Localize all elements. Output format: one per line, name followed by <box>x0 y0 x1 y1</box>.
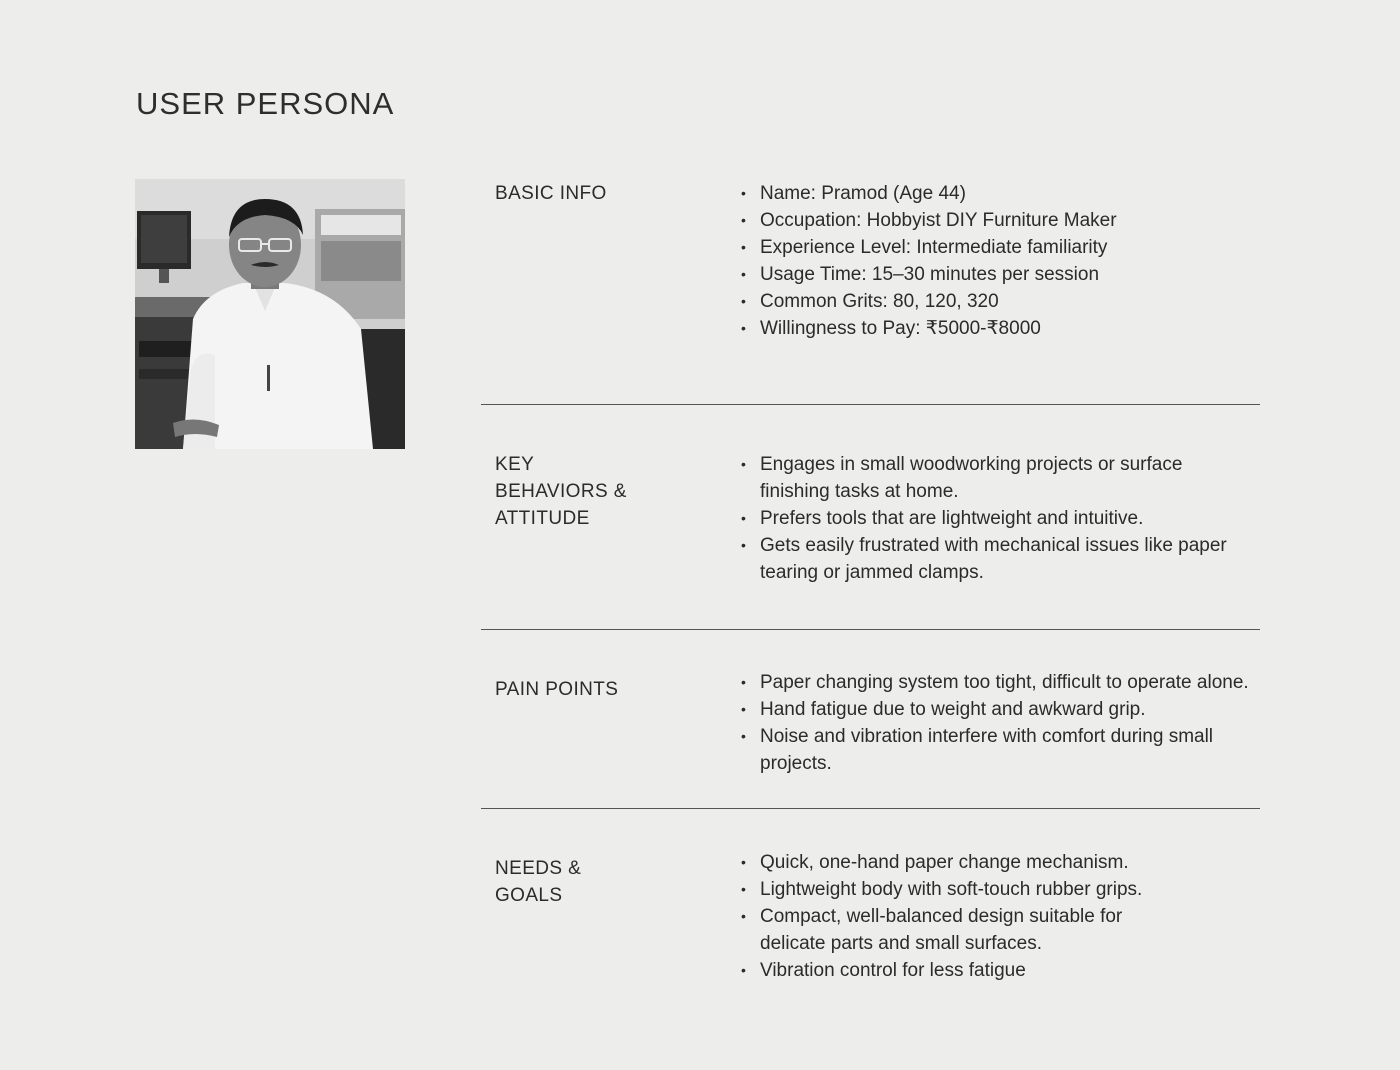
list-item: • Noise and vibration interfere with comfort during small projects. <box>760 723 1270 777</box>
bullet-icon: • <box>741 456 746 472</box>
list-item: • Compact, well-balanced design suitable for delicate parts and small surfaces. <box>760 903 1180 957</box>
section-key-behaviors <box>481 451 1260 601</box>
bullet-icon: • <box>741 908 746 924</box>
list-item: • Lightweight body with soft-touch rubber grips. <box>760 876 1210 903</box>
section-divider <box>481 808 1260 809</box>
list-item: • Experience Level: Intermediate familiarity <box>760 234 1320 261</box>
page-title: USER PERSONA <box>136 86 395 121</box>
bullet-icon: • <box>741 266 746 282</box>
section-list <box>741 180 1320 342</box>
bullet-icon: • <box>741 728 746 744</box>
persona-photo <box>135 179 405 449</box>
section-label: PAIN POINTS <box>495 679 619 700</box>
list-item: • Name: Pramod (Age 44) <box>760 180 1320 207</box>
list-item: • Engages in small woodworking projects or surface finishing tasks at home. <box>760 451 1240 505</box>
section-label: KEY BEHAVIORS & ATTITUDE <box>495 454 627 529</box>
list-item: • Willingness to Pay: ₹5000-₹8000 <box>760 315 1320 342</box>
bullet-icon: • <box>741 293 746 309</box>
section-pain-points <box>481 669 1260 789</box>
list-item: • Common Grits: 80, 120, 320 <box>760 288 1320 315</box>
section-list <box>741 849 1210 984</box>
bullet-icon: • <box>741 185 746 201</box>
list-item: • Quick, one-hand paper change mechanism. <box>760 849 1210 876</box>
list-item: • Gets easily frustrated with mechanical issues like paper tearing or jammed clamps. <box>760 532 1240 586</box>
bullet-icon: • <box>741 510 746 526</box>
section-list <box>741 669 1310 777</box>
bullet-icon: • <box>741 962 746 978</box>
list-item: • Prefers tools that are lightweight and intuitive. <box>760 505 1240 532</box>
bullet-icon: • <box>741 674 746 690</box>
list-item: • Usage Time: 15–30 minutes per session <box>760 261 1320 288</box>
bullet-icon: • <box>741 537 746 553</box>
section-divider <box>481 404 1260 405</box>
bullet-icon: • <box>741 212 746 228</box>
section-label: NEEDS & GOALS <box>495 858 582 906</box>
list-item: • Vibration control for less fatigue <box>760 957 1210 984</box>
list-item: • Paper changing system too tight, difficult to operate alone. <box>760 669 1310 696</box>
list-item: • Hand fatigue due to weight and awkward grip. <box>760 696 1310 723</box>
bullet-icon: • <box>741 881 746 897</box>
person-photo-icon <box>135 179 405 449</box>
section-basic-info <box>481 180 1260 380</box>
section-divider <box>481 629 1260 630</box>
section-needs-goals <box>481 849 1260 999</box>
bullet-icon: • <box>741 854 746 870</box>
bullet-icon: • <box>741 239 746 255</box>
section-label: BASIC INFO <box>495 183 607 204</box>
bullet-icon: • <box>741 701 746 717</box>
bullet-icon: • <box>741 320 746 336</box>
list-item: • Occupation: Hobbyist DIY Furniture Maker <box>760 207 1320 234</box>
section-list <box>741 451 1240 586</box>
